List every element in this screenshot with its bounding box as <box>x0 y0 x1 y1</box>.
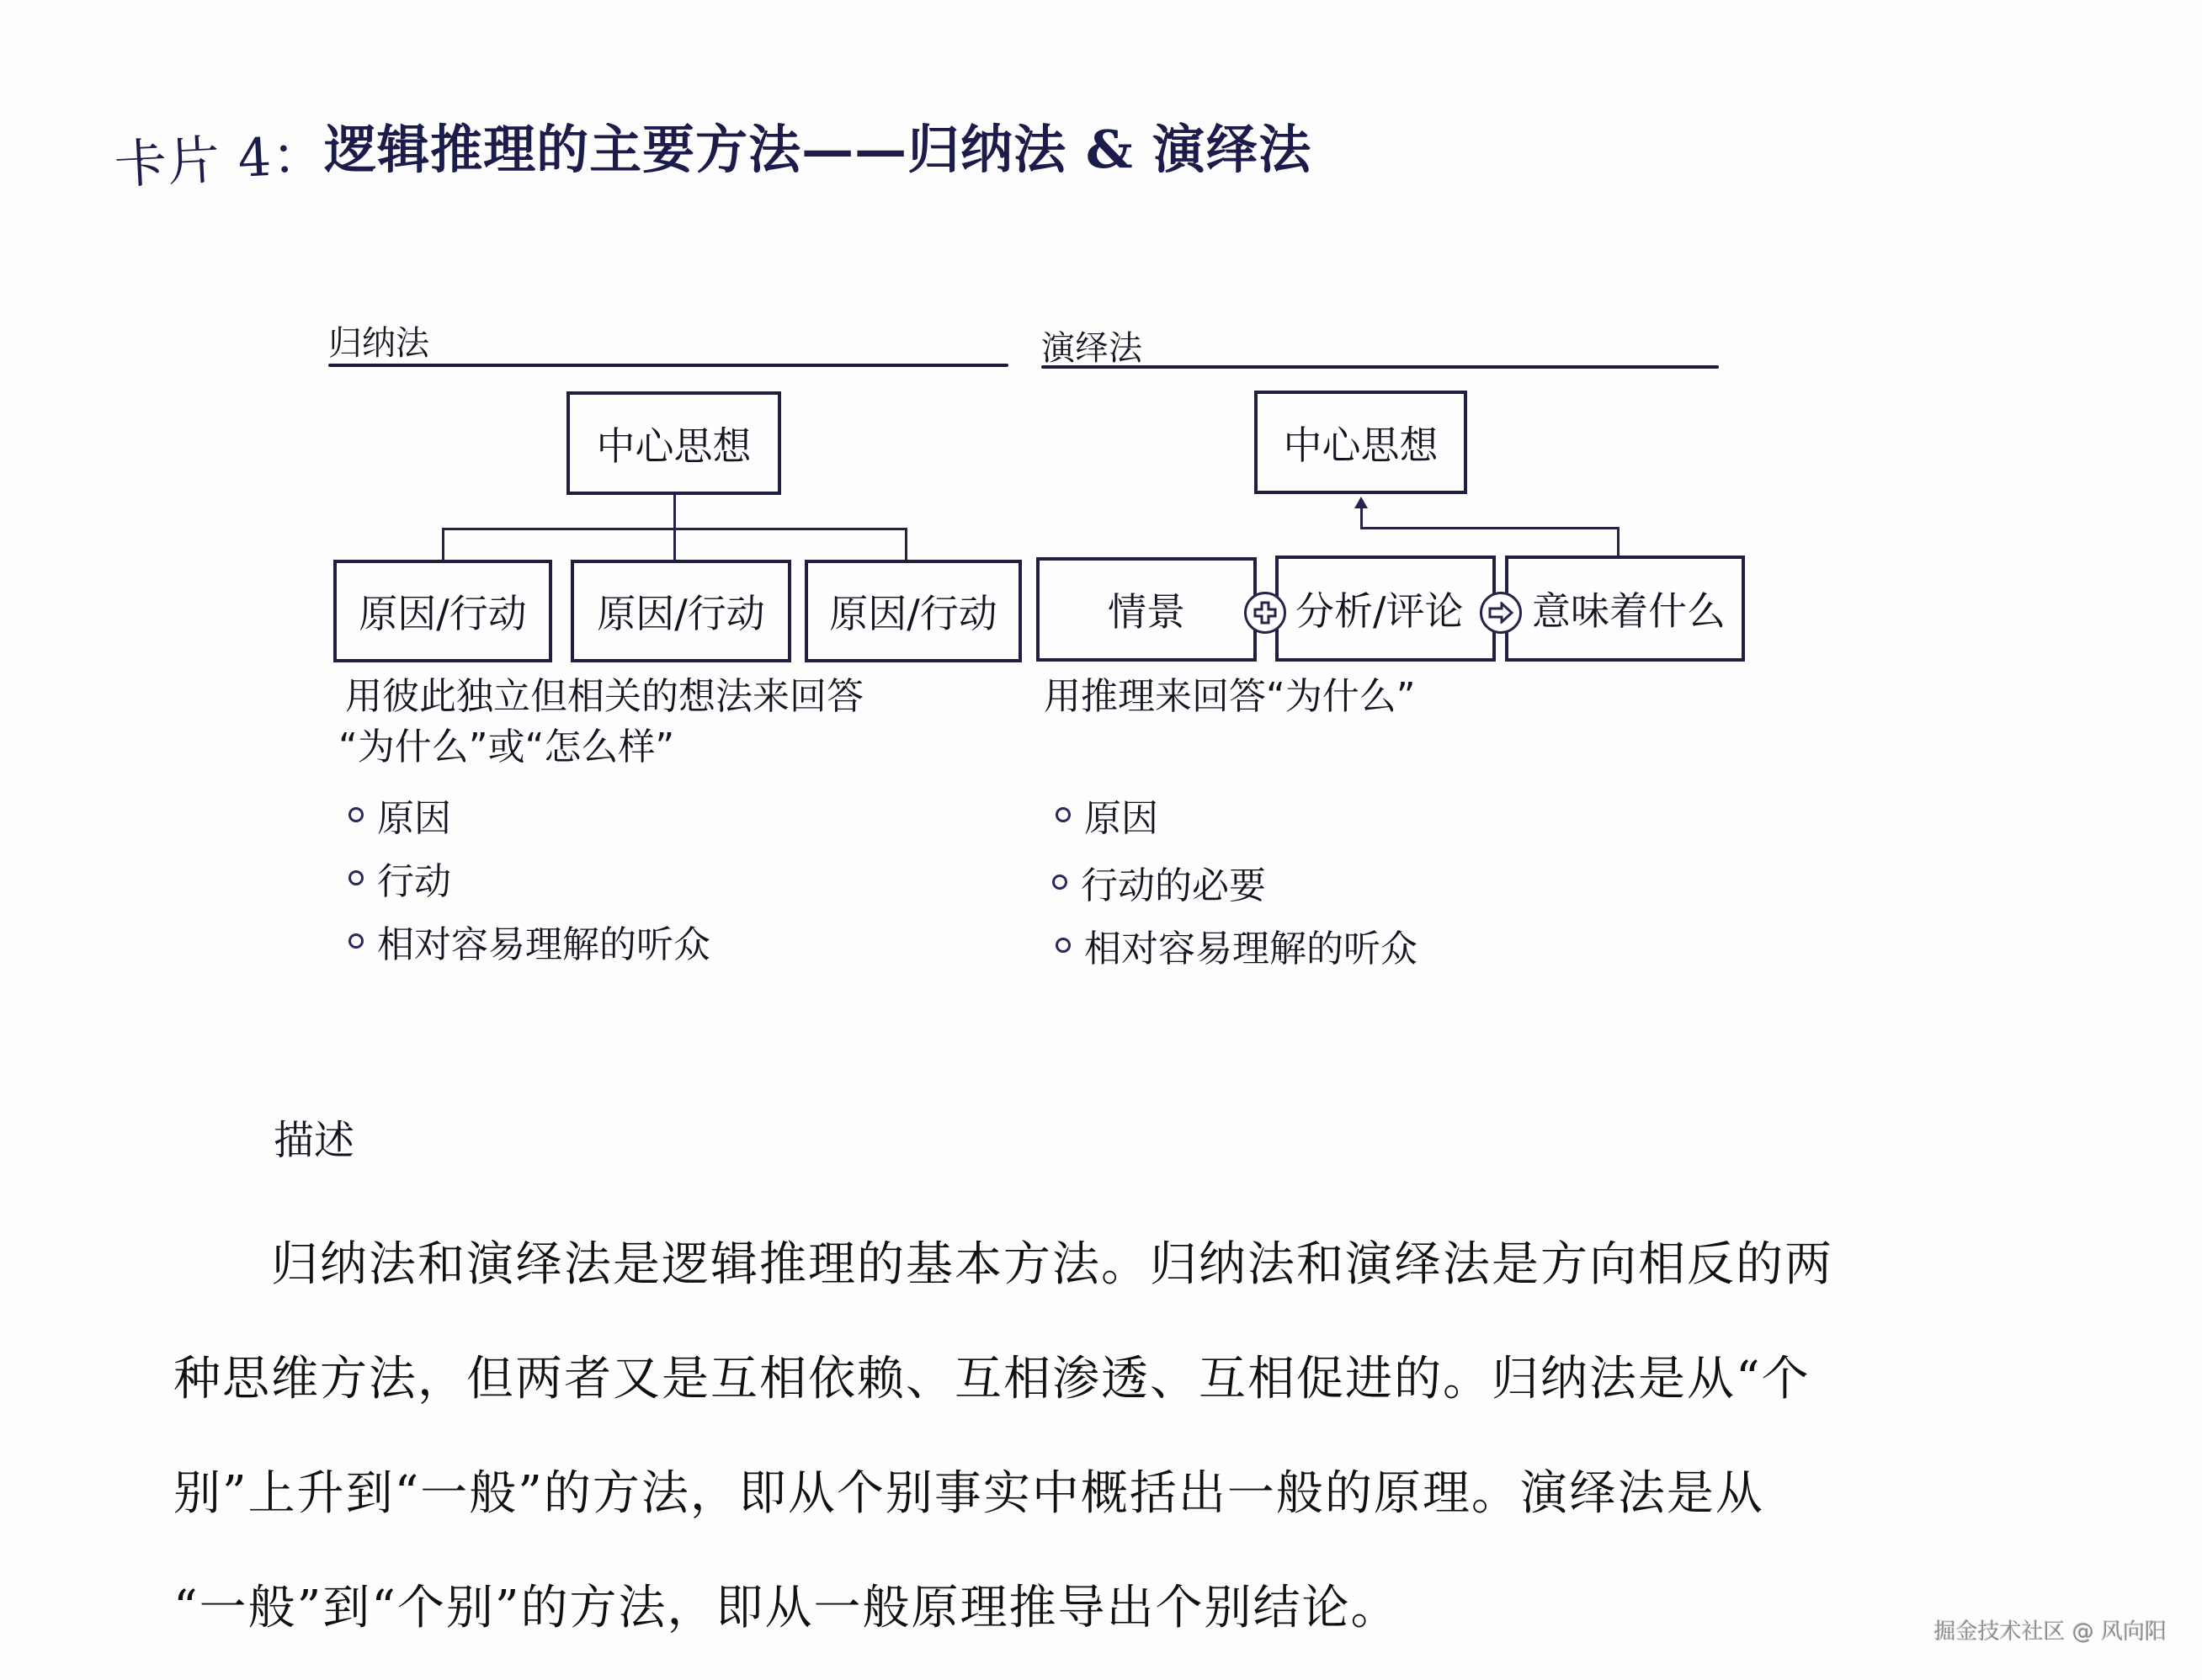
deduction-central-idea-box: 中心思想 <box>1254 391 1467 494</box>
title-text: 逻辑推理的主要方法——归纳法 & 演绎法 <box>324 119 1312 180</box>
description-line-3: 别”上升到“一般”的方法，即从个别事实中概括出一般的原理。演绎法是从 <box>173 1466 1764 1521</box>
induction-child-box-2: 原因/行动 <box>571 560 791 662</box>
bullet-circle-icon <box>1056 807 1071 822</box>
bullet-circle-icon <box>348 933 364 949</box>
deduction-child-box-analysis: 分析/评论 <box>1275 556 1496 662</box>
induction-branch-line <box>442 528 907 530</box>
deduction-bullet-1: 原因 <box>1056 788 1158 842</box>
plus-icon <box>1244 592 1286 634</box>
deduction-heading: 演绎法 <box>1041 329 1142 368</box>
induction-branch-right <box>905 528 907 561</box>
page-title <box>113 108 1312 196</box>
induction-branch-left <box>442 528 444 561</box>
arrow-up-icon <box>1354 497 1368 508</box>
induction-lead-line-2: “为什么”或“怎么样” <box>338 726 675 768</box>
deduction-lead-line-1: 用推理来回答“为什么” <box>1044 675 1416 718</box>
deduction-bullet-2: 行动的必要 <box>1052 855 1266 909</box>
description-line-2: 种思维方法，但两者又是互相依赖、互相渗透、互相促进的。归纳法是从“个 <box>173 1352 1811 1406</box>
deduction-arrow-horizontal <box>1360 527 1620 529</box>
deduction-child-box-implication: 意味着什么 <box>1505 556 1745 662</box>
description-line-4: “一般”到“个别”的方法，即从一般原理推导出个别结论。 <box>173 1581 1400 1635</box>
induction-child-box-3: 原因/行动 <box>805 560 1022 662</box>
card-number: 卡片 4： <box>113 123 327 196</box>
induction-central-idea-box: 中心思想 <box>566 391 781 495</box>
induction-rule <box>328 364 1008 367</box>
induction-child-box-1: 原因/行动 <box>333 560 552 662</box>
induction-lead-line-1: 用彼此独立但相关的想法来回答 <box>345 675 864 718</box>
description-line-1: 归纳法和演绎法是逻辑推理的基本方法。归纳法和演绎法是方向相反的两 <box>271 1237 1833 1292</box>
deduction-child-box-situation: 情景 <box>1036 557 1257 662</box>
deduction-arrow-shaft <box>1360 505 1363 529</box>
deduction-rule <box>1041 365 1719 369</box>
induction-heading: 归纳法 <box>328 324 429 363</box>
induction-bullet-1: 原因 <box>348 788 451 842</box>
watermark: 掘金技术社区 @ 风向阳 <box>1933 1619 2167 1645</box>
arrow-right-icon <box>1480 592 1522 634</box>
induction-bullet-3: 相对容易理解的听众 <box>348 914 710 968</box>
bullet-circle-icon <box>348 807 364 822</box>
bullet-circle-icon <box>348 870 364 885</box>
deduction-arrow-drop <box>1617 527 1620 557</box>
induction-bullet-2: 行动 <box>348 851 451 905</box>
bullet-circle-icon <box>1052 875 1067 890</box>
deduction-bullet-3: 相对容易理解的听众 <box>1056 918 1417 972</box>
description-label: 描述 <box>274 1117 355 1164</box>
bullet-circle-icon <box>1056 938 1071 953</box>
